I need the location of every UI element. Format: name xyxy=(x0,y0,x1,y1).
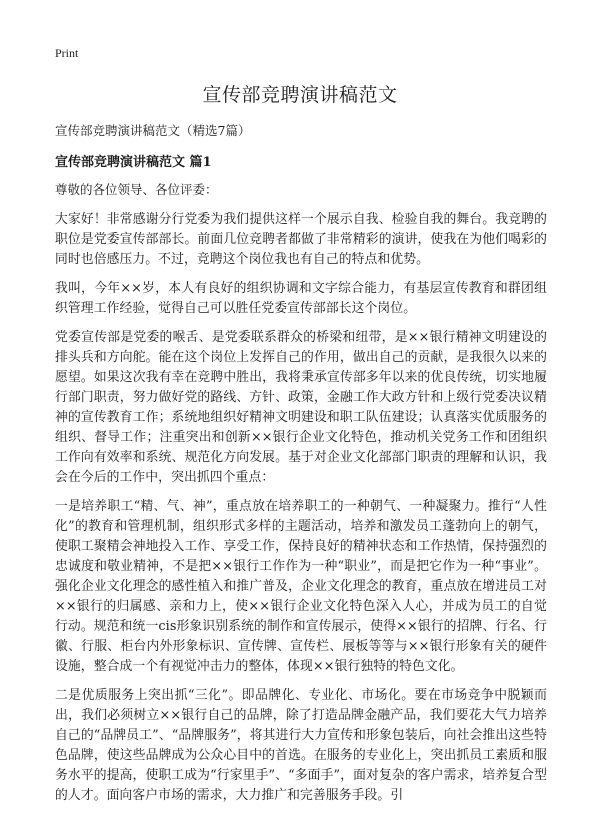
article-body xyxy=(55,210,547,815)
document-title: 宣传部竞聘演讲稿范文 xyxy=(202,84,398,106)
paragraph-2: 我叫，今年××岁，本人有良好的组织协调和文字综合能力，有基层宣传教育和群团组织管理工作经验，觉得自己可以胜任党委宣传部部长这个岗位。 xyxy=(55,281,547,316)
paragraph-5: 二是优质服务上突出抓“三化”。即品牌化、专业化、市场化。要在市场竞争中脱颖而出，我们必须树立××银行自己的品牌，除了打造品牌金融产品，我们要花大气力培养自己的“品牌员工”、“品牌服务”，将其进行大力宣传和形象包装后，向社会推出这些特色品牌，使这些品牌成为公众心目中的首选。在服务的专业化上，突出抓员工素质和服务水平的提高，使职工成为“行家里手”、“多面手”，面对复杂的客户需求，培养复合型的人才。面向客户市场的需求，大力推广和完善服务手段。引 xyxy=(55,688,547,803)
greeting: 尊敬的各位领导、各位评委： xyxy=(55,182,218,197)
section-heading: 宣传部竞聘演讲稿范文 篇1 xyxy=(55,155,212,170)
paragraph-4: 一是培养职工“精、气、神”，重点放在培养职工的一种朝气、一种凝聚力。推行“人性化”的教育和管理机制，组织形式多样的主题活动，培养和激发员工蓬勃向上的朝气，使职工聚精会神地投入工作、享受工作，保持良好的精神状态和工作热情，保持强烈的忠诚度和敬业精神，不是把××银行工作作为一种“职业”，而是把它作为一种“事业”。强化企业文化理念的感性植入和推广普及，企业文化理念的教育，重点放在增进员工对××银行的归属感、亲和力上，使××银行企业文化特色深入人心，并成为员工的自觉行动。规范和统一cis形象识别系统的制作和宣传展示，使得××银行的招牌、行名、行徽、行服、柜台内外形象标识、宣传牌、宣传栏、展板等等与××银行形象有关的硬件设施，整合成一个有视觉冲击力的整体，体现××银行独特的特色文化。 xyxy=(55,499,547,674)
document-subtitle: 宣传部竞聘演讲稿范文（精选7篇） xyxy=(55,123,251,138)
paragraph-1: 大家好！非常感谢分行党委为我们提供这样一个展示自我、检验自我的舞台。我竞聘的职位是党委宣传部部长。前面几位竞聘者都做了非常精彩的演讲，使我在为他们喝彩的同时也倍感压力。不过，竞聘这个岗位我也有自己的特点和优势。 xyxy=(55,212,547,267)
paragraph-3: 党委宣传部是党委的喉舌、是党委联系群众的桥梁和纽带，是××银行精神文明建设的排头兵和方向舵。能在这个岗位上发挥自己的作用，做出自己的贡献，是我很久以来的愿望。如果这次我有幸在竞聘中胜出，我将秉承宣传部多年以来的优良传统，切实地履行部门职责，努力做好党的路线、方针、政策，金融工作大政方针和上级行党委决议精神的宣传教育工作；系统地组织好精神文明建设和职工队伍建设；认真落实优质服务的组织、督导工作；注重突出和创新××银行企业文化特色，推动机关党务工作和团组织工作向有效率和系统、规范化方向发展。基于对企业文化部部门职责的理解和认识，我会在今后的工作中，突出抓四个重点： xyxy=(55,330,547,485)
print-link[interactable]: Print xyxy=(55,46,79,60)
